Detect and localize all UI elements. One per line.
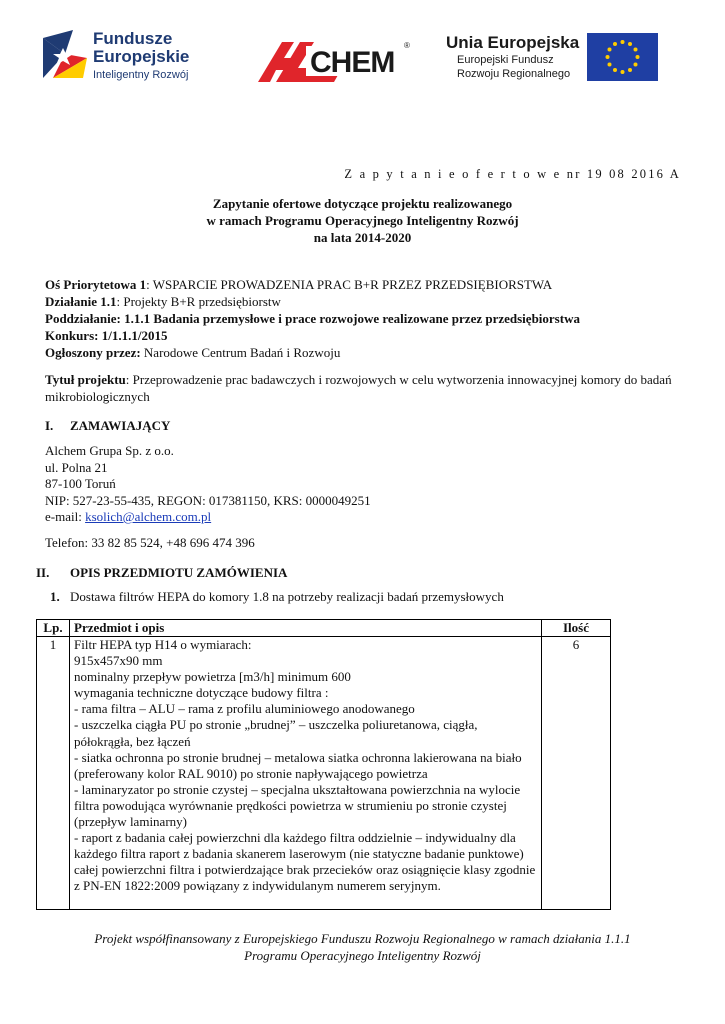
item-number: 1. (50, 589, 60, 604)
description-line: 915x457x90 mm (74, 653, 163, 669)
dzialanie (45, 293, 580, 310)
svg-text:CHEM: CHEM (310, 46, 395, 79)
street: ul. Polna 21 (45, 459, 108, 475)
section-number: II. (36, 565, 50, 580)
program-info (45, 276, 580, 361)
table-row (37, 637, 611, 910)
ogloszony-value: Narodowe Centrum Badań i Rozwoju (140, 345, 341, 360)
cell-lp: 1 (37, 637, 70, 910)
title-line: w ramach Programu Operacyjnego Inteligentny Rozwój (206, 213, 519, 228)
description-line: nominalny przepływ powietrza [m3/h] minimum 600 (74, 669, 351, 685)
section-heading (36, 565, 287, 581)
order-table (36, 619, 611, 910)
footer (0, 930, 725, 964)
title-line: na lata 2014-2020 (313, 230, 412, 245)
os-label: Oś Priorytetowa 1 (45, 277, 147, 292)
column-header-lp: Lp. (37, 620, 70, 637)
description-line: - uszczelka ciągła PU po stronie „brudnej” – uszczelka poliuretanowa, ciągła, półokrągła, bez łączeń (74, 717, 478, 749)
section-number: I. (45, 418, 54, 433)
email-label: e-mail: (45, 509, 86, 524)
ogloszony (45, 344, 580, 361)
ue-line2: Europejski Fundusz (457, 54, 554, 66)
document-title (0, 195, 725, 246)
section-title: OPIS PRZEDMIOTU ZAMÓWIENIA (70, 565, 288, 580)
city: 87-100 Toruń (45, 476, 116, 491)
project-label: Tytuł projektu (45, 372, 126, 387)
konkurs (45, 327, 580, 344)
svg-text:®: ® (404, 41, 410, 50)
fe-logo-line3: Inteligentny Rozwój (93, 69, 189, 81)
eu-flag-icon (587, 33, 658, 81)
buyer-address (45, 443, 371, 526)
fe-star-icon (43, 30, 87, 78)
description-line: Filtr HEPA typ H14 o wymiarach: (74, 637, 252, 652)
column-header-description: Przedmiot i opis (70, 620, 542, 637)
poddzialanie-text: Poddziałanie: 1.1.1 Badania przemysłowe i prace rozwojowe realizowane przez przedsiębiorstwa (45, 311, 580, 326)
section-heading (45, 418, 170, 434)
email-line (45, 509, 371, 526)
footer-line: Programu Operacyjnego Inteligentny Rozwój (244, 948, 481, 963)
konkurs-label: Konkurs (45, 328, 95, 343)
description-line: - raport z badania całej powierzchni dla każdego filtra oddzielnie – indywidualny dla każdego filtra raport z badania skanerem laserowym (nie statyczne badanie punktowe) całej powierzchni filtra i potwierdzające brak przecieków oraz osiągnięcie klasy zgodnie z PN-EN 1822:2009 powiązany z indywidulanym numerem seryjnym. (74, 830, 536, 894)
table-header-row (37, 620, 611, 637)
fe-logo-line2: Europejskie (93, 47, 190, 66)
unia-europejska-label (446, 33, 579, 81)
company-ids: NIP: 527-23-55-435, REGON: 017381150, KRS: 0000049251 (45, 492, 371, 508)
dzialanie-label: Działanie 1.1 (45, 294, 117, 309)
konkurs-value: : 1/1.1.1/2015 (94, 328, 168, 343)
dzialanie-value: : Projekty B+R przedsiębiorstw (116, 294, 281, 309)
description-line: - siatka ochronna po stronie brudnej – metalowa siatka ochronna lakierowana na biało (preferowany kolor RAL 9010) po stronie napływającego powietrza (74, 749, 522, 781)
fundusze-europejskie-logo (43, 28, 203, 84)
company-name: Alchem Grupa Sp. z o.o. (45, 443, 174, 458)
cell-description (70, 637, 542, 910)
os-value: : WSPARCIE PROWADZENIA PRAC B+R PRZEZ PRZEDSIĘBIORSTWA (146, 277, 553, 292)
footer-line: Projekt współfinansowany z Europejskiego Funduszu Rozwoju Regionalnego w ramach działania 1.1.1 (94, 931, 631, 946)
fe-logo-line1: Fundusze (93, 29, 173, 48)
ue-line3: Rozwoju Regionalnego (457, 68, 571, 80)
project-value: : Przeprowadzenie prac badawczych i rozwojowych w celu wytworzenia innowacyjnej komory do badań mikrobiologicznych (45, 372, 672, 404)
ogloszony-label: Ogłoszony przez: (45, 345, 141, 360)
reference-number: Z a p y t a n i e o f e r t o w e nr 19 08 2016 A (344, 167, 681, 181)
order-item (50, 589, 504, 605)
description-line: - rama filtra – ALU – rama z profilu aluminiowego anodowanego (74, 701, 415, 717)
alchem-logo (254, 38, 416, 84)
cell-qty: 6 (542, 637, 611, 910)
os-priorytetowa (45, 276, 580, 293)
section-title: ZAMAWIAJĄCY (70, 418, 171, 433)
phone: Telefon: 33 82 85 524, +48 696 474 396 (45, 535, 255, 550)
description-line: wymagania techniczne dotyczące budowy filtra : (74, 685, 329, 701)
item-text: Dostawa filtrów HEPA do komory 1.8 na potrzeby realizacji badań przemysłowych (70, 589, 504, 604)
email-link[interactable]: ksolich@alchem.com.pl (85, 509, 212, 524)
project-title (45, 371, 685, 405)
column-header-qty: Ilość (542, 620, 611, 637)
ue-line1: Unia Europejska (446, 33, 580, 52)
poddzialanie (45, 310, 580, 327)
description-line: - laminaryzator po stronie czystej – specjalna ukształtowana powierzchnia na wylocie filtra powodująca wyrównanie prędkości powietrza w strumieniu po stronie czystej (przepływ laminarny) (74, 781, 521, 830)
title-line: Zapytanie ofertowe dotyczące projektu realizowanego (212, 196, 513, 211)
